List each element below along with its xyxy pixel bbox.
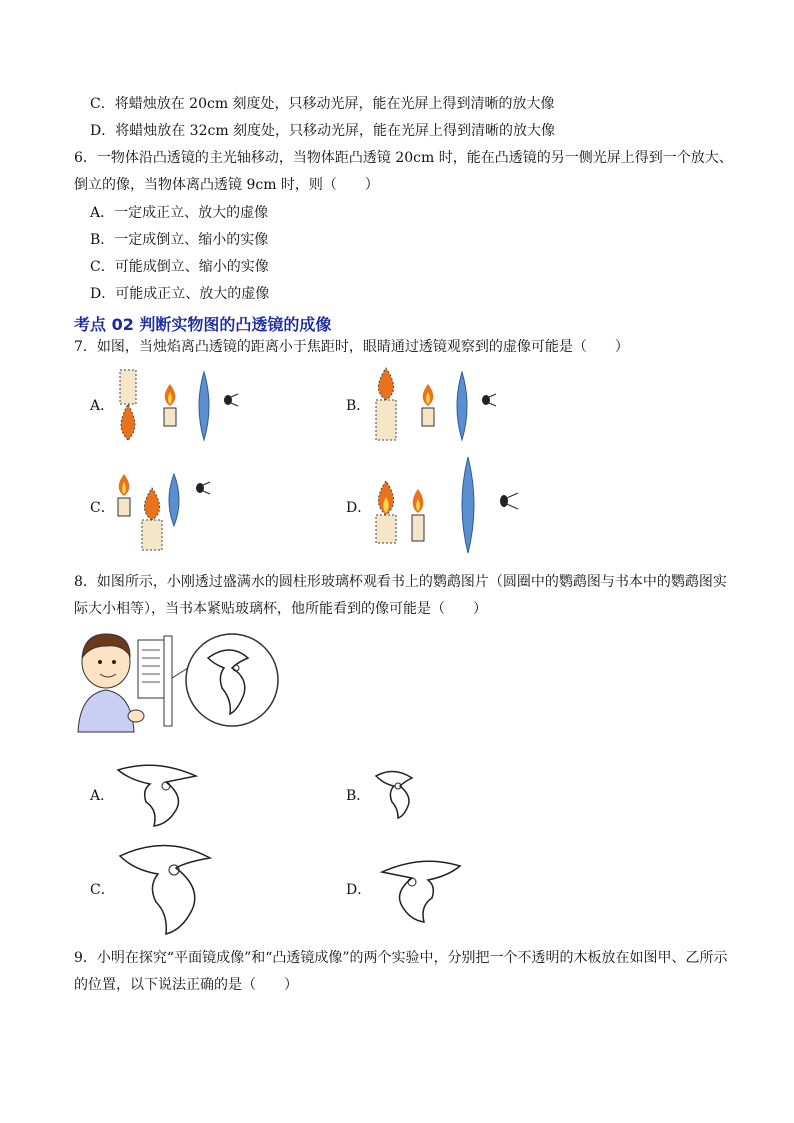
q8-option-b-label: B． [346, 788, 371, 804]
q8-option-a-figure [116, 760, 206, 826]
candle-image-dotted [120, 370, 136, 440]
q8-option-d-figure [372, 856, 462, 922]
eye-icon [196, 482, 210, 494]
q8-option-d-label: D． [346, 882, 372, 898]
q8-option-c-label: C． [90, 882, 115, 898]
convex-lens-icon [462, 457, 474, 553]
candle-image-dotted [376, 481, 396, 543]
q7-option-a-figure [112, 366, 252, 446]
candle-image-dotted [376, 368, 396, 440]
parrot-icon [118, 765, 196, 826]
parrot-icon [382, 861, 460, 922]
section-heading: 考点 02 判断实物图的凸透镜的成像 [74, 315, 332, 334]
line-q5c: C．将蜡烛放在 20cm 刻度处，只移动光屏，能在光屏上得到清晰的放大像 [90, 96, 555, 112]
q7-option-d-figure [370, 455, 530, 555]
line-q6a: 6．一物体沿凸透镜的主光轴移动，当物体距凸透镜 20cm 时，能在凸透镜的另一侧光屏上得到一个放大、 [74, 150, 733, 166]
eye-icon [224, 394, 238, 406]
line-q6-option-b: B．一定成倒立、缩小的实像 [90, 232, 269, 248]
convex-lens-icon [169, 474, 179, 526]
q8-option-b-figure [374, 768, 424, 820]
convex-lens-icon [199, 372, 209, 440]
q7-option-c-label: C． [90, 500, 115, 516]
candle-icon [164, 384, 176, 426]
q8-option-c-figure [116, 838, 216, 934]
q7-option-d-label: D． [346, 500, 372, 516]
eye-icon [500, 493, 518, 509]
candle-image-dotted [142, 488, 162, 550]
parrot-icon [376, 771, 412, 818]
line-q9b: 的位置，以下说法正确的是（ ） [74, 977, 298, 993]
parrot-icon [120, 845, 210, 934]
boy-illustration [78, 634, 144, 732]
candle-icon [412, 489, 424, 541]
line-q6-option-d: D．可能成正立、放大的虚像 [90, 286, 270, 302]
q8-illustration [72, 628, 282, 738]
line-q8b: 际大小相等），当书本紧贴玻璃杯，他所能看到的像可能是（ ） [74, 601, 487, 617]
line-q8a: 8．如图所示，小刚透过盛满水的圆柱形玻璃杯观看书上的鹦鹉图片（圆圈中的鹦鹉图与书本中的鹦鹉图实 [74, 574, 727, 590]
line-q6-option-c: C．可能成倒立、缩小的实像 [90, 259, 269, 275]
line-q5d: D．将蜡烛放在 32cm 刻度处，只移动光屏，能在光屏上得到清晰的放大像 [90, 123, 556, 139]
q7-option-a-label: A． [90, 398, 115, 414]
q8-option-a-label: A． [90, 788, 115, 804]
candle-icon [118, 474, 130, 516]
q7-option-b-figure [370, 366, 510, 446]
q7-option-c-figure [112, 460, 252, 550]
convex-lens-icon [457, 372, 467, 440]
magnified-circle [186, 634, 278, 726]
line-q7: 7．如图，当烛焰离凸透镜的距离小于焦距时，眼睛通过透镜观察到的虚像可能是（ ） [74, 339, 629, 355]
candle-icon [422, 384, 434, 426]
q7-option-b-label: B． [346, 398, 371, 414]
line-q6b: 倒立的像，当物体离凸透镜 9cm 时，则（ ） [74, 177, 379, 193]
line-q9a: 9．小明在探究“平面镜成像”和“凸透镜成像”的两个实验中，分别把一个不透明的木板放在如图甲、乙所示 [74, 950, 728, 966]
line-q6-option-a: A．一定成正立、放大的虚像 [90, 205, 269, 221]
eye-icon [482, 394, 496, 406]
